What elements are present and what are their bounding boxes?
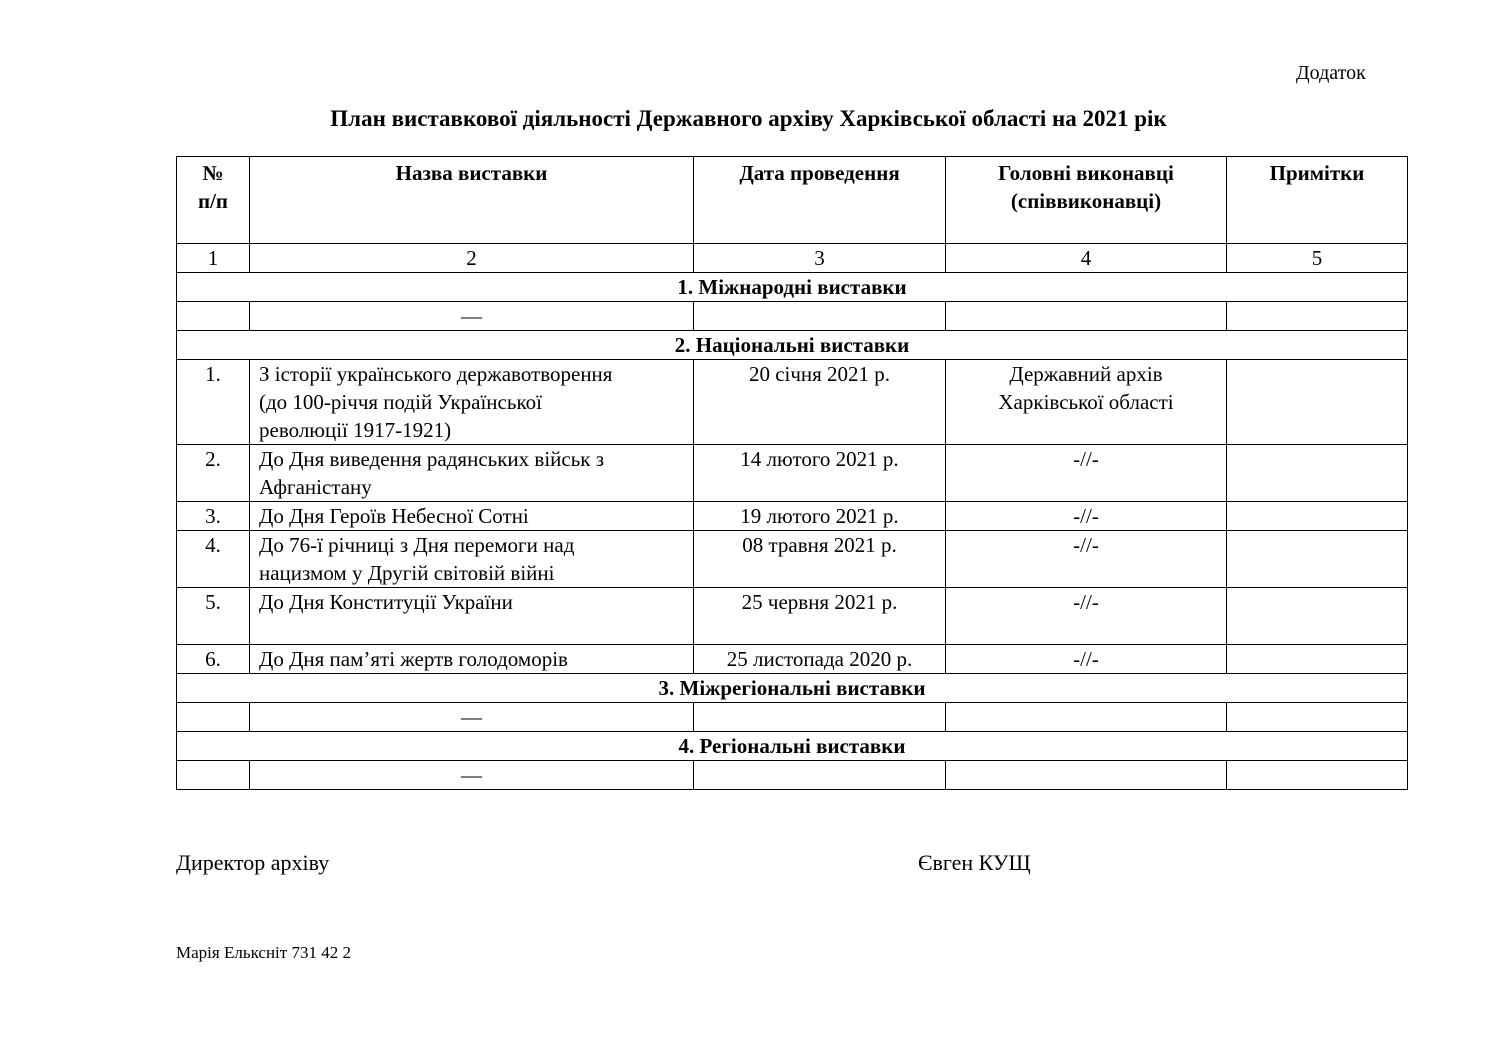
section-title: 1. Міжнародні виставки bbox=[177, 273, 1408, 302]
exhibition-date: 14 лютого 2021 р. bbox=[694, 445, 946, 502]
table-row bbox=[177, 531, 1408, 588]
section-title: 2. Національні виставки bbox=[177, 331, 1408, 360]
row-number: 3. bbox=[177, 502, 250, 531]
footer-contact: Марія Ельксніт 731 42 2 bbox=[176, 943, 351, 962]
header-number-text: № п/п bbox=[197, 161, 229, 213]
exhibition-name: До 76-ї річниці з Дня перемоги над нацизмом у Другій світовій війні bbox=[250, 531, 694, 588]
exhibition-name: До Дня виведення радянських військ з Афганістану bbox=[250, 445, 694, 502]
table-row bbox=[177, 645, 1408, 674]
exhibition-notes bbox=[1227, 360, 1408, 445]
document-title: План виставкової діяльності Державного архіву Харківської області на 2021 рік bbox=[330, 106, 1167, 131]
exhibition-notes bbox=[1227, 502, 1408, 531]
exhibition-executors: -//- bbox=[946, 531, 1227, 588]
exhibition-executors: -//- bbox=[946, 502, 1227, 531]
row-number: 6. bbox=[177, 645, 250, 674]
exhibition-notes bbox=[1227, 645, 1408, 674]
header-date-text: Дата проведення bbox=[739, 161, 900, 185]
table-cell bbox=[1227, 302, 1408, 331]
section-row bbox=[177, 273, 1408, 302]
empty-placeholder: — bbox=[250, 703, 694, 732]
table-cell bbox=[946, 761, 1227, 790]
header-notes bbox=[1227, 157, 1408, 244]
table-body bbox=[177, 157, 1408, 790]
column-numbers-row bbox=[177, 244, 1408, 273]
table-cell bbox=[694, 761, 946, 790]
table-cell bbox=[177, 703, 250, 732]
section-title: 4. Регіональні виставки bbox=[177, 732, 1408, 761]
exhibition-date: 19 лютого 2021 р. bbox=[694, 502, 946, 531]
column-number: 5 bbox=[1227, 244, 1408, 273]
exhibition-name: До Дня Конституції України bbox=[250, 588, 694, 645]
section-row bbox=[177, 674, 1408, 703]
table-cell bbox=[1227, 703, 1408, 732]
header-name bbox=[250, 157, 694, 244]
section-row bbox=[177, 732, 1408, 761]
column-number: 4 bbox=[946, 244, 1227, 273]
table-cell bbox=[694, 302, 946, 331]
section-title: 3. Міжрегіональні виставки bbox=[177, 674, 1408, 703]
exhibition-executors: -//- bbox=[946, 588, 1227, 645]
empty-row bbox=[177, 302, 1408, 331]
row-number: 2. bbox=[177, 445, 250, 502]
header-notes-text: Примітки bbox=[1269, 161, 1365, 185]
header-executors bbox=[946, 157, 1227, 244]
exhibition-date: 25 листопада 2020 р. bbox=[694, 645, 946, 674]
column-number: 2 bbox=[250, 244, 694, 273]
signature-name: Євген КУЩ bbox=[918, 850, 1031, 875]
table-cell bbox=[946, 302, 1227, 331]
table-cell bbox=[946, 703, 1227, 732]
table-cell bbox=[177, 302, 250, 331]
section-row bbox=[177, 331, 1408, 360]
empty-placeholder: — bbox=[250, 761, 694, 790]
exhibition-executors: -//- bbox=[946, 645, 1227, 674]
signature-position: Директор архіву bbox=[176, 850, 330, 875]
header-name-text: Назва виставки bbox=[395, 161, 548, 185]
appendix-label: Додаток bbox=[1296, 62, 1366, 84]
table-cell bbox=[694, 703, 946, 732]
empty-placeholder: — bbox=[250, 302, 694, 331]
exhibition-plan-table bbox=[176, 156, 1408, 790]
column-number: 1 bbox=[177, 244, 250, 273]
column-number: 3 bbox=[694, 244, 946, 273]
empty-row bbox=[177, 703, 1408, 732]
header-executors-text: Головні виконавці (співвиконавці) bbox=[998, 161, 1174, 213]
exhibition-notes bbox=[1227, 588, 1408, 645]
exhibition-executors: Державний архів Харківської області bbox=[946, 360, 1227, 445]
exhibition-date: 20 січня 2021 р. bbox=[694, 360, 946, 445]
table-row bbox=[177, 360, 1408, 445]
table-row bbox=[177, 502, 1408, 531]
table-cell bbox=[177, 761, 250, 790]
exhibition-name: До Дня Героїв Небесної Сотні bbox=[250, 502, 694, 531]
row-number: 5. bbox=[177, 588, 250, 645]
exhibition-notes bbox=[1227, 445, 1408, 502]
header-date bbox=[694, 157, 946, 244]
table-row bbox=[177, 588, 1408, 645]
exhibition-name: З історії українського державотворення (до 100-річчя подій Української революції 1917-1921) bbox=[250, 360, 694, 445]
empty-row bbox=[177, 761, 1408, 790]
exhibition-executors: -//- bbox=[946, 445, 1227, 502]
exhibition-notes bbox=[1227, 531, 1408, 588]
table-cell bbox=[1227, 761, 1408, 790]
table-row bbox=[177, 445, 1408, 502]
row-number: 1. bbox=[177, 360, 250, 445]
exhibition-name: До Дня пам’яті жертв голодоморів bbox=[250, 645, 694, 674]
exhibition-date: 25 червня 2021 р. bbox=[694, 588, 946, 645]
exhibition-date: 08 травня 2021 р. bbox=[694, 531, 946, 588]
header-row bbox=[177, 157, 1408, 244]
header-number bbox=[177, 157, 250, 244]
row-number: 4. bbox=[177, 531, 250, 588]
